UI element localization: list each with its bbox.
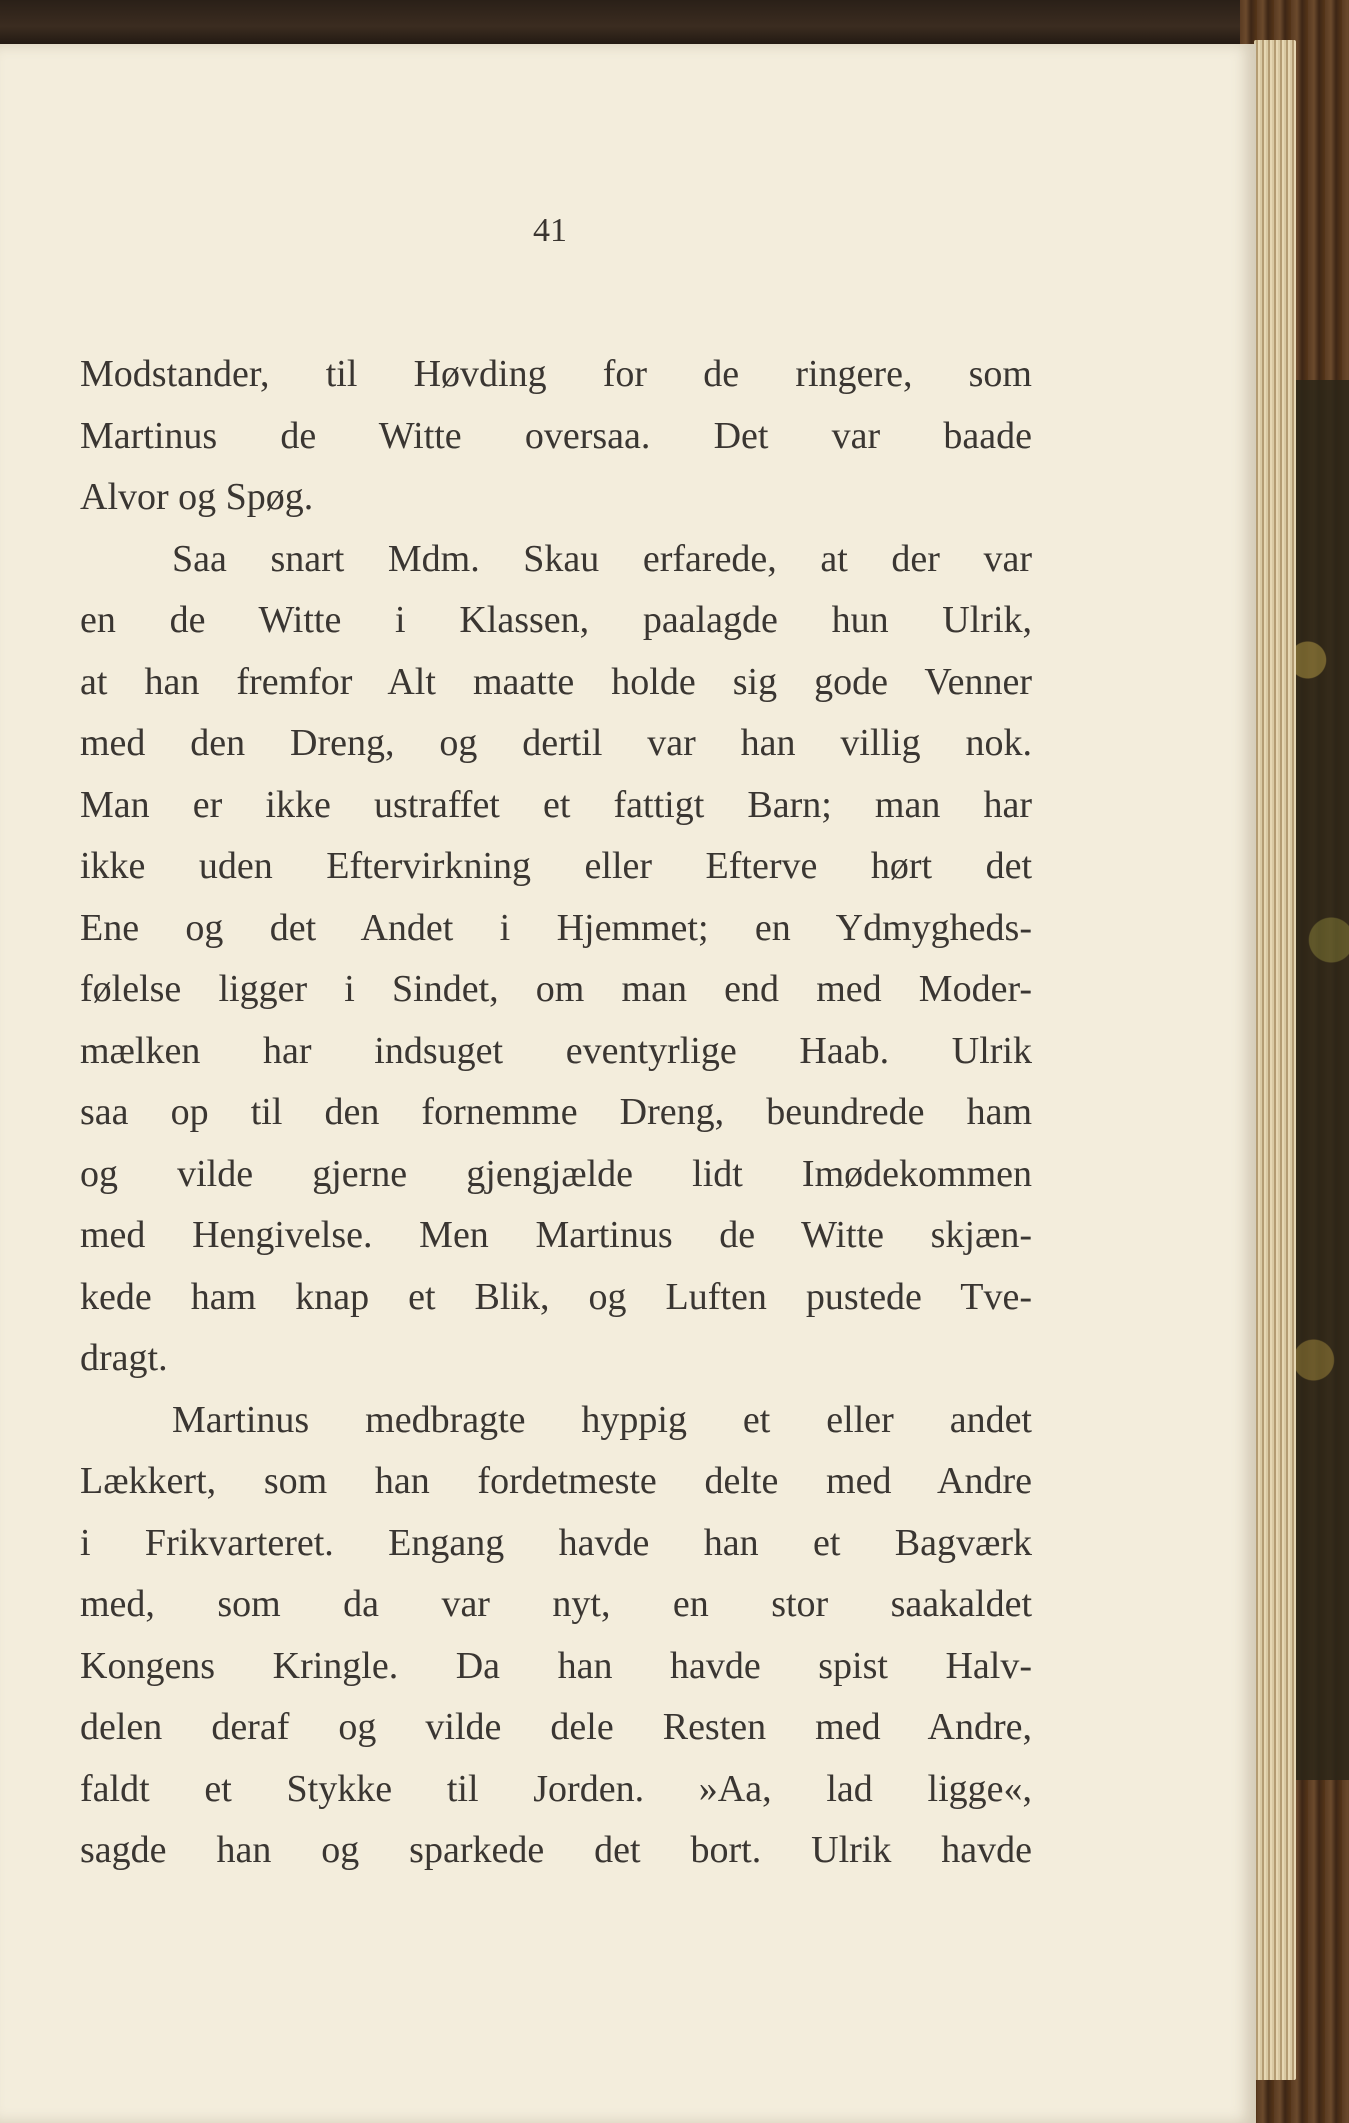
text-line: kede ham knap et Blik, og Luften pustede Tve- xyxy=(80,1275,1032,1318)
text-line: dragt. xyxy=(80,1337,168,1379)
book-top-edge xyxy=(0,0,1349,44)
text-line: Man er ikke ustraffet et fattigt Barn; man har xyxy=(80,783,1032,826)
text-line: delen deraf og vilde dele Resten med Andre, xyxy=(80,1706,1032,1748)
text-line: at han fremfor Alt maatte holde sig gode Venner xyxy=(80,660,1032,703)
text-line: mælken har indsuget eventyrlige Haab. Ulrik xyxy=(80,1029,1032,1072)
text-line: Alvor og Spøg. xyxy=(80,476,314,518)
text-line: ikke uden Eftervirkning eller Efterve hørt det xyxy=(80,845,1032,887)
marbled-cover xyxy=(1290,380,1349,1780)
text-line: sagde han og sparkede det bort. Ulrik havde xyxy=(80,1829,1032,1871)
body-text xyxy=(80,344,1032,1882)
text-line: med, som da var nyt, en stor saakaldet xyxy=(80,1583,1032,1625)
text-line: Martinus medbragte hyppig et eller andet xyxy=(172,1398,1032,1441)
text-line: saa op til den fornemme Dreng, beundrede ham xyxy=(80,1091,1032,1133)
text-line: Martinus de Witte oversaa. Det var baade xyxy=(80,414,1032,457)
text-line: Lækkert, som han fordetmeste delte med Andre xyxy=(80,1460,1032,1502)
text-line: med Hengivelse. Men Martinus de Witte skjæn- xyxy=(80,1214,1032,1256)
text-line: med den Dreng, og dertil var han villig nok. xyxy=(80,722,1032,764)
page-edges xyxy=(1254,40,1296,2080)
book-page xyxy=(0,44,1256,2123)
text-line: en de Witte i Klassen, paalagde hun Ulrik, xyxy=(80,599,1032,641)
text-line: i Frikvarteret. Engang havde han et Bagværk xyxy=(80,1521,1032,1564)
text-line: og vilde gjerne gjengjælde lidt Imødekommen xyxy=(80,1152,1032,1195)
page-number: 41 xyxy=(533,212,567,249)
text-line: Ene og det Andet i Hjemmet; en Ydmygheds- xyxy=(80,906,1032,949)
text-line: faldt et Stykke til Jorden. »Aa, lad ligge«, xyxy=(80,1767,1032,1810)
text-line: Kongens Kringle. Da han havde spist Halv- xyxy=(80,1644,1032,1687)
text-line: Modstander, til Høvding for de ringere, som xyxy=(80,353,1032,395)
text-line: Saa snart Mdm. Skau erfarede, at der var xyxy=(172,537,1032,580)
text-line: følelse ligger i Sindet, om man end med Moder- xyxy=(80,968,1032,1010)
